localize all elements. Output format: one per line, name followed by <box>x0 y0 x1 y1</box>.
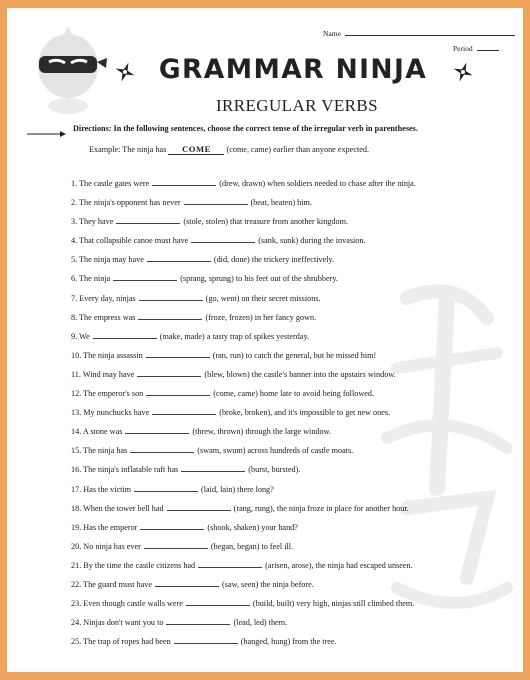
question-item <box>71 425 511 444</box>
question-number: 19. <box>71 522 82 532</box>
question-text-after: (laid, lain) there long? <box>201 484 274 494</box>
question-text-before: The ninja's inflatable raft has <box>83 465 179 475</box>
answer-blank[interactable] <box>137 368 201 377</box>
period-label: Period <box>453 44 473 53</box>
question-number: 15. <box>71 446 82 456</box>
question-text-before: The ninja's opponent has never <box>79 198 181 208</box>
question-text-after: (hanged, hung) from the tree. <box>240 637 337 647</box>
question-text-before: By the time the castle citizens had <box>83 560 196 570</box>
name-field[interactable] <box>323 28 515 38</box>
answer-blank[interactable] <box>152 406 216 415</box>
arrow-right-icon <box>27 130 67 138</box>
question-item <box>71 616 511 635</box>
answer-blank[interactable] <box>184 196 248 205</box>
page-subtitle: IRREGULAR VERBS <box>215 96 378 115</box>
answer-blank[interactable] <box>134 483 198 492</box>
question-number: 14. <box>71 427 82 437</box>
question-item <box>71 272 511 291</box>
answer-blank[interactable] <box>146 349 210 358</box>
question-number: 22. <box>71 579 82 589</box>
question-text-before: The trap of ropes had been <box>83 637 171 647</box>
question-list <box>71 177 511 654</box>
question-item <box>71 597 511 616</box>
question-item <box>71 311 511 330</box>
question-text-after: (stole, stolen) that treasure from another kingdom. <box>183 217 348 227</box>
question-item <box>71 444 511 463</box>
question-number: 18. <box>71 503 82 513</box>
shuriken-left-icon <box>115 62 135 82</box>
question-text-before: That collapsible canoe must have <box>79 236 189 246</box>
question-text-after: (threw, thrown) through the large window. <box>192 427 332 437</box>
title-row <box>115 52 475 92</box>
answer-blank[interactable] <box>155 578 219 587</box>
question-item <box>71 521 511 540</box>
question-number: 8. <box>71 312 78 322</box>
question-text-before: The ninja assassin <box>83 350 143 360</box>
question-item <box>71 177 511 196</box>
answer-blank[interactable] <box>167 502 231 511</box>
example-after: (come, came) earlier than anyone expected. <box>226 145 370 154</box>
question-text-after: (make, made) a tasty trap of spikes yesterday. <box>159 331 310 341</box>
question-item <box>71 502 511 521</box>
question-item <box>71 463 511 482</box>
answer-blank[interactable] <box>181 463 245 472</box>
question-text-after: (froze, frozen) in her fancy gown. <box>205 312 317 322</box>
question-text-after: (began, began) to feel ill. <box>210 541 294 551</box>
question-text-after: (saw, seen) the ninja before. <box>222 579 314 589</box>
ninja-mascot-icon <box>27 22 109 114</box>
question-text-before: My nunchucks have <box>83 408 150 418</box>
answer-blank[interactable] <box>186 597 250 606</box>
worksheet-page <box>7 8 523 672</box>
question-number: 1. <box>71 179 78 188</box>
question-text-before: Has the victim <box>83 484 132 494</box>
question-number: 25. <box>71 637 82 647</box>
name-label: Name <box>323 29 341 38</box>
question-item <box>71 330 511 349</box>
question-number: 7. <box>71 293 78 303</box>
question-number: 3. <box>71 217 78 227</box>
question-number: 16. <box>71 465 82 475</box>
example-sentence <box>89 144 369 155</box>
question-text-before: No ninja has ever <box>83 541 141 551</box>
question-text-after: (build, built) very high, ninjas still climbed them. <box>252 599 415 609</box>
question-number: 24. <box>71 618 82 628</box>
question-item <box>71 635 511 654</box>
answer-blank[interactable] <box>113 272 177 281</box>
question-text-before: Even though castle walls were <box>83 599 183 609</box>
answer-blank[interactable] <box>138 311 202 320</box>
question-text-after: (arisen, arose), the ninja had escaped unseen. <box>265 560 413 570</box>
question-text-after: (burst, bursted). <box>248 465 301 475</box>
question-text-after: (did, done) the trickery ineffectively. <box>213 255 335 265</box>
question-number: 17. <box>71 484 82 494</box>
question-text-before: The ninja may have <box>79 255 144 265</box>
question-number: 11. <box>71 369 81 379</box>
page-title: GRAMMAR NINJA <box>158 54 428 85</box>
answer-blank[interactable] <box>146 387 210 396</box>
question-text-after: (drew, drawn) when soldiers needed to chase after the ninja. <box>219 179 416 188</box>
question-number: 4. <box>71 236 78 246</box>
answer-blank[interactable] <box>152 177 216 186</box>
question-number: 20. <box>71 541 82 551</box>
question-text-before: Ninjas don't want you to <box>83 618 164 628</box>
question-text-after: (beat, beaten) him. <box>250 198 312 208</box>
question-item <box>71 368 511 387</box>
question-item <box>71 349 511 368</box>
question-item <box>71 540 511 559</box>
question-text-after: (sank, sunk) during the invasion. <box>258 236 366 246</box>
answer-blank[interactable] <box>125 425 189 434</box>
directions-text: Directions: In the following sentences, choose the correct tense of the irregular verb in parentheses. <box>73 124 418 133</box>
question-text-before: The castle gates were <box>79 179 150 188</box>
question-text-after: (broke, broken), and it's impossible to get new ones. <box>219 408 391 418</box>
question-number: 10. <box>71 350 82 360</box>
question-number: 12. <box>71 389 82 399</box>
question-item <box>71 406 511 425</box>
question-text-before: They have <box>79 217 114 227</box>
question-text-before: When the tower bell had <box>83 503 164 513</box>
question-item <box>71 253 511 272</box>
question-text-before: The emperor's son <box>83 389 144 399</box>
question-item <box>71 292 511 311</box>
question-number: 2. <box>71 198 78 208</box>
question-number: 23. <box>71 599 82 609</box>
question-number: 5. <box>71 255 78 265</box>
question-text-after: (shook, shaken) your hand? <box>207 522 298 532</box>
question-text-after: (rang, rung), the ninja froze in place for another hour. <box>233 503 409 513</box>
question-item <box>71 559 511 578</box>
question-text-before: The guard must have <box>83 579 153 589</box>
question-text-before: Every day, ninjas <box>79 293 136 303</box>
name-underline[interactable] <box>345 28 515 36</box>
question-text-after: (go, went) on their secret missions. <box>205 293 321 303</box>
answer-blank[interactable] <box>116 215 180 224</box>
answer-blank[interactable] <box>174 635 238 644</box>
question-item <box>71 483 511 502</box>
question-text-before: We <box>79 331 90 341</box>
example-answer: COME <box>168 144 224 155</box>
question-item <box>71 215 511 234</box>
question-item <box>71 196 511 215</box>
example-before: Example: The ninja has <box>89 145 167 154</box>
question-number: 13. <box>71 408 82 418</box>
answer-blank[interactable] <box>147 253 211 262</box>
answer-blank[interactable] <box>139 292 203 301</box>
question-text-before: The empress was <box>79 312 136 322</box>
period-underline[interactable] <box>477 43 499 51</box>
answer-blank[interactable] <box>93 330 157 339</box>
question-number: 21. <box>71 560 82 570</box>
question-text-before: Wind may have <box>82 369 135 379</box>
answer-blank[interactable] <box>140 521 204 530</box>
question-text-before: The ninja has <box>83 446 128 456</box>
answer-blank[interactable] <box>166 616 230 625</box>
question-text-after: (sprang, sprung) to his feet out of the shrubbery. <box>180 274 338 284</box>
question-text-after: (lead, led) them. <box>233 618 288 628</box>
shuriken-right-icon <box>453 62 473 82</box>
question-text-after: (come, came) home late to avoid being followed. <box>213 389 375 399</box>
question-text-before: A stone was <box>82 427 123 437</box>
question-text-before: The ninja <box>79 274 111 284</box>
question-text-after: (blew, blown) the castle's banner into the upstairs window. <box>204 369 396 379</box>
answer-blank[interactable] <box>130 444 194 453</box>
question-text-after: (ran, run) to catch the general, but he missed him! <box>212 350 377 360</box>
answer-blank[interactable] <box>191 234 255 243</box>
question-number: 6. <box>71 274 78 284</box>
question-item <box>71 234 511 253</box>
question-text-before: Has the emperor <box>83 522 138 532</box>
question-text-after: (swam, swum) across hundreds of castle moats. <box>197 446 354 456</box>
question-item <box>71 387 511 406</box>
answer-blank[interactable] <box>198 559 262 568</box>
question-item <box>71 578 511 597</box>
answer-blank[interactable] <box>144 540 208 549</box>
question-number: 9. <box>71 331 78 341</box>
